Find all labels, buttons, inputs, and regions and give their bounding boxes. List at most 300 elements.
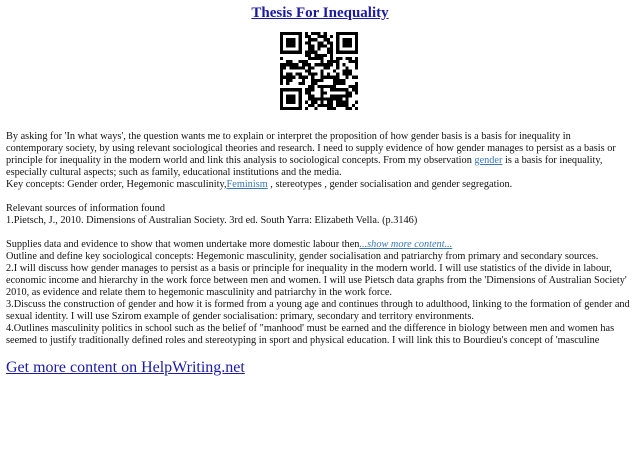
qr-module [311, 82, 314, 85]
qr-module [321, 54, 324, 57]
qr-module [305, 88, 308, 91]
qr-module [317, 57, 320, 60]
qr-module [321, 101, 324, 104]
qr-module [280, 44, 283, 47]
qr-module [286, 63, 289, 66]
text-line: 4.Outlines masculinity politics in school such as the belief of "manhood' must be earned and the difference in biology between men and women has [6, 323, 615, 334]
title-link[interactable]: Thesis For Inequality [251, 5, 389, 21]
qr-module [308, 57, 311, 60]
qr-module [330, 41, 333, 44]
qr-module [280, 35, 283, 38]
qr-module [299, 104, 302, 107]
qr-module [330, 54, 333, 57]
qr-module [311, 88, 314, 91]
qr-module [330, 98, 333, 101]
qr-module [286, 73, 289, 76]
qr-module [346, 73, 349, 76]
qr-module [321, 63, 324, 66]
qr-module [289, 51, 292, 54]
qr-module [336, 44, 339, 47]
qr-module [289, 66, 292, 69]
qr-module [314, 82, 317, 85]
qr-module [355, 41, 358, 44]
text-line: 3.Discuss the construction of gender and how it is formed from a young age and continues through to adulthood, linking to the formation of gender and [6, 299, 630, 310]
qr-module [336, 88, 339, 91]
qr-module [305, 91, 308, 94]
qr-module [280, 32, 283, 35]
qr-module [308, 66, 311, 69]
qr-module [280, 48, 283, 51]
qr-module [289, 98, 292, 101]
qr-module [336, 32, 339, 35]
qr-module [299, 98, 302, 101]
qr-module [336, 41, 339, 44]
qr-module [311, 98, 314, 101]
qr-module [355, 82, 358, 85]
qr-module [336, 51, 339, 54]
qr-module [321, 85, 324, 88]
qr-module [346, 38, 349, 41]
qr-module [286, 60, 289, 63]
qr-module [346, 57, 349, 60]
qr-module [299, 60, 302, 63]
qr-module [308, 48, 311, 51]
qr-module [342, 41, 345, 44]
qr-module [346, 91, 349, 94]
qr-module [327, 41, 330, 44]
qr-module [355, 57, 358, 60]
qr-module [314, 73, 317, 76]
qr-module [342, 82, 345, 85]
qr-module [280, 69, 283, 72]
text-line: especially cultural aspects; such as family, educational institutions and the media. [6, 167, 342, 178]
qr-module [289, 60, 292, 63]
qr-module [292, 88, 295, 91]
qr-module [330, 104, 333, 107]
qr-module [283, 63, 286, 66]
qr-module [330, 94, 333, 97]
qr-module [324, 66, 327, 69]
qr-module [355, 32, 358, 35]
qr-module [292, 32, 295, 35]
qr-module [308, 41, 311, 44]
qr-module [280, 38, 283, 41]
qr-module [305, 69, 308, 72]
qr-module [286, 101, 289, 104]
qr-module [292, 51, 295, 54]
sources-heading: Relevant sources of information found [6, 203, 165, 214]
qr-module [292, 98, 295, 101]
qr-module [292, 63, 295, 66]
qr-module [330, 44, 333, 47]
qr-module [280, 76, 283, 79]
qr-module [321, 98, 324, 101]
qr-module [355, 38, 358, 41]
qr-module [333, 76, 336, 79]
qr-module [311, 66, 314, 69]
qr-module [314, 79, 317, 82]
qr-module [321, 69, 324, 72]
qr-module [305, 32, 308, 35]
qr-module [339, 51, 342, 54]
qr-module [333, 98, 336, 101]
qr-module [352, 104, 355, 107]
qr-module [330, 48, 333, 51]
qr-module [355, 44, 358, 47]
qr-module [333, 85, 336, 88]
qr-module [327, 73, 330, 76]
qr-module [317, 48, 320, 51]
qr-module [349, 41, 352, 44]
qr-module [286, 44, 289, 47]
qr-module [324, 54, 327, 57]
qr-module [355, 60, 358, 63]
qr-module [286, 32, 289, 35]
qr-module [339, 101, 342, 104]
qr-module [321, 44, 324, 47]
qr-module [346, 69, 349, 72]
qr-module [296, 107, 299, 110]
qr-module [314, 54, 317, 57]
qr-module [349, 38, 352, 41]
qr-module [349, 73, 352, 76]
qr-module [289, 79, 292, 82]
qr-module [308, 69, 311, 72]
qr-module [336, 76, 339, 79]
qr-module [305, 60, 308, 63]
qr-module [299, 88, 302, 91]
qr-module [308, 35, 311, 38]
qr-module [336, 66, 339, 69]
qr-module [308, 85, 311, 88]
qr-module [342, 101, 345, 104]
qr-module [346, 88, 349, 91]
qr-module [296, 66, 299, 69]
qr-module [355, 91, 358, 94]
qr-module [283, 32, 286, 35]
qr-module [321, 76, 324, 79]
qr-module [311, 101, 314, 104]
qr-module [349, 94, 352, 97]
qr-module [299, 44, 302, 47]
qr-module [283, 107, 286, 110]
qr-module [342, 32, 345, 35]
qr-module [305, 41, 308, 44]
qr-module [314, 101, 317, 104]
qr-module [336, 101, 339, 104]
qr-module [336, 57, 339, 60]
qr-module [283, 88, 286, 91]
qr-module [355, 48, 358, 51]
qr-module [336, 82, 339, 85]
qr-module [305, 35, 308, 38]
qr-module [311, 79, 314, 82]
show-more-link[interactable]: ...show more content... [359, 239, 453, 250]
qr-module [280, 51, 283, 54]
qr-module [324, 38, 327, 41]
qr-module [314, 98, 317, 101]
qr-module [330, 88, 333, 91]
qr-module [286, 88, 289, 91]
qr-module [327, 104, 330, 107]
qr-module [308, 44, 311, 47]
qr-module [302, 66, 305, 69]
qr-module [327, 85, 330, 88]
qr-module [289, 73, 292, 76]
text-line: Outline and define key sociological concepts: Hegemonic masculinity, gender socialisation and patriarchy from primary and secondary sources. [6, 251, 599, 262]
qr-module [308, 91, 311, 94]
qr-module [305, 101, 308, 104]
qr-module [311, 94, 314, 97]
qr-module [342, 88, 345, 91]
qr-module [308, 104, 311, 107]
qr-module [321, 35, 324, 38]
qr-module [305, 76, 308, 79]
qr-module [292, 38, 295, 41]
qr-module [321, 94, 324, 97]
qr-module [352, 32, 355, 35]
text-line: seemed to justify traditionally defined roles and stereotyping in sport and physical education. I will link this to Bourdieu's concept of 'masculine [6, 335, 600, 346]
qr-module [339, 57, 342, 60]
qr-module [336, 35, 339, 38]
essay-body [6, 131, 634, 347]
qr-module [349, 51, 352, 54]
qr-module [324, 35, 327, 38]
qr-module [355, 88, 358, 91]
qr-module [280, 91, 283, 94]
qr-module [336, 94, 339, 97]
qr-module [327, 101, 330, 104]
qr-module [311, 44, 314, 47]
qr-module [355, 107, 358, 110]
qr-module [336, 98, 339, 101]
qr-module [305, 54, 308, 57]
qr-module [280, 88, 283, 91]
qr-module [339, 79, 342, 82]
qr-module [280, 107, 283, 110]
qr-module [327, 38, 330, 41]
qr-module [299, 73, 302, 76]
qr-module [339, 82, 342, 85]
qr-module [289, 32, 292, 35]
get-more-content-link[interactable]: Get more content on HelpWriting.net [6, 359, 245, 376]
qr-module [349, 32, 352, 35]
qr-module [308, 88, 311, 91]
qr-module [355, 85, 358, 88]
qr-module [289, 41, 292, 44]
qr-module [327, 107, 330, 110]
qr-module [286, 38, 289, 41]
qr-module [283, 76, 286, 79]
qr-module [308, 51, 311, 54]
qr-module [280, 79, 283, 82]
qr-module [283, 51, 286, 54]
qr-module [324, 76, 327, 79]
qr-module [302, 63, 305, 66]
text-line [6, 239, 634, 251]
qr-module [342, 69, 345, 72]
text: Supplies data and evidence to show that women undertake more domestic labour then [6, 239, 360, 250]
feminism-link[interactable]: Feminism [226, 179, 268, 190]
qr-code [280, 32, 358, 110]
qr-module [317, 44, 320, 47]
qr-module [286, 51, 289, 54]
qr-module [289, 107, 292, 110]
qr-module [336, 48, 339, 51]
qr-module [296, 73, 299, 76]
qr-module [342, 63, 345, 66]
qr-module [292, 41, 295, 44]
qr-module [286, 107, 289, 110]
qr-module [324, 44, 327, 47]
qr-module [321, 60, 324, 63]
qr-module [299, 107, 302, 110]
qr-module [280, 57, 283, 60]
qr-module [330, 57, 333, 60]
qr-module [317, 54, 320, 57]
qr-module [299, 101, 302, 104]
qr-module [289, 76, 292, 79]
text-line: 2.I will discuss how gender manages to persist as a basis or principle for inequality in the modern world. I will use statistics of the divide in labour, [6, 263, 612, 274]
qr-module [346, 51, 349, 54]
qr-module [352, 85, 355, 88]
text: principle for inequality in the modern world and link this analysis to sociological concepts. From my observation [6, 155, 475, 166]
text-line [6, 155, 634, 167]
qr-module [317, 85, 320, 88]
qr-module [346, 94, 349, 97]
qr-module [346, 44, 349, 47]
qr-module [317, 35, 320, 38]
qr-module [336, 73, 339, 76]
qr-module [311, 73, 314, 76]
qr-module [327, 48, 330, 51]
qr-module [336, 60, 339, 63]
qr-module [305, 51, 308, 54]
qr-module [324, 104, 327, 107]
source-item: 1.Pietsch, J., 2010. Dimensions of Australian Society. 3rd ed. South Yarra: Elizabeth Vella. (p.3146) [6, 215, 418, 226]
qr-module [339, 98, 342, 101]
text: is a basis for inequality, [502, 155, 603, 166]
qr-module [308, 54, 311, 57]
text-line [6, 179, 634, 191]
qr-module [299, 48, 302, 51]
qr-module [342, 73, 345, 76]
qr-module [333, 88, 336, 91]
qr-module [333, 60, 336, 63]
qr-module [324, 98, 327, 101]
qr-module [327, 60, 330, 63]
qr-module [321, 88, 324, 91]
qr-module [299, 82, 302, 85]
qr-module [308, 98, 311, 101]
qr-module [289, 101, 292, 104]
qr-module [314, 32, 317, 35]
qr-module [355, 101, 358, 104]
qr-module [311, 85, 314, 88]
qr-module [302, 76, 305, 79]
qr-module [283, 66, 286, 69]
qr-module [346, 107, 349, 110]
qr-module [299, 32, 302, 35]
qr-module [299, 41, 302, 44]
qr-module [346, 98, 349, 101]
qr-module [352, 51, 355, 54]
qr-module [333, 94, 336, 97]
qr-module [339, 32, 342, 35]
qr-module [305, 63, 308, 66]
qr-module [346, 41, 349, 44]
text-line: economic income and hierarchy in the work force between men and women. I will use Pietsch data graphs from the 'Dimensions of Australian Society' [6, 275, 627, 286]
qr-module [280, 73, 283, 76]
qr-module [302, 82, 305, 85]
qr-module [330, 35, 333, 38]
qr-module [336, 79, 339, 82]
qr-module [305, 107, 308, 110]
qr-module [324, 32, 327, 35]
qr-module [289, 44, 292, 47]
qr-module [342, 51, 345, 54]
qr-module [280, 98, 283, 101]
qr-module [286, 94, 289, 97]
qr-module [324, 85, 327, 88]
qr-module [346, 66, 349, 69]
qr-module [346, 32, 349, 35]
qr-module [330, 85, 333, 88]
qr-module [339, 94, 342, 97]
qr-module [289, 38, 292, 41]
qr-module [289, 94, 292, 97]
qr-module [292, 66, 295, 69]
qr-module [292, 76, 295, 79]
qr-module [314, 57, 317, 60]
qr-module [339, 104, 342, 107]
qr-module [324, 63, 327, 66]
qr-module [330, 60, 333, 63]
qr-module [286, 76, 289, 79]
qr-module [311, 57, 314, 60]
qr-module [292, 44, 295, 47]
qr-module [289, 63, 292, 66]
qr-module [299, 66, 302, 69]
qr-module [333, 82, 336, 85]
qr-module [327, 63, 330, 66]
qr-module [349, 44, 352, 47]
qr-module [342, 79, 345, 82]
qr-module [296, 63, 299, 66]
qr-module [342, 104, 345, 107]
qr-module [292, 94, 295, 97]
qr-module [327, 51, 330, 54]
qr-module [330, 107, 333, 110]
qr-module [355, 66, 358, 69]
qr-module [321, 79, 324, 82]
qr-module [308, 38, 311, 41]
qr-module [355, 51, 358, 54]
gender-link[interactable]: gender [474, 155, 503, 166]
text: Key concepts: Gender order, Hegemonic masculinity, [6, 179, 227, 190]
qr-module [299, 38, 302, 41]
text-line: contemporary society, by using relevant sociological theories and research. I need to supply evidence of how gender manages to persist as a basis or [6, 143, 616, 154]
qr-module [280, 66, 283, 69]
qr-module [311, 48, 314, 51]
qr-module [280, 82, 283, 85]
qr-module [280, 94, 283, 97]
qr-module [286, 98, 289, 101]
text-line: sexual identity. I will use Szirom example of gender socialisation: primary, secondary and territory environments. [6, 311, 474, 322]
qr-module [330, 63, 333, 66]
qr-module [321, 73, 324, 76]
qr-module [342, 44, 345, 47]
